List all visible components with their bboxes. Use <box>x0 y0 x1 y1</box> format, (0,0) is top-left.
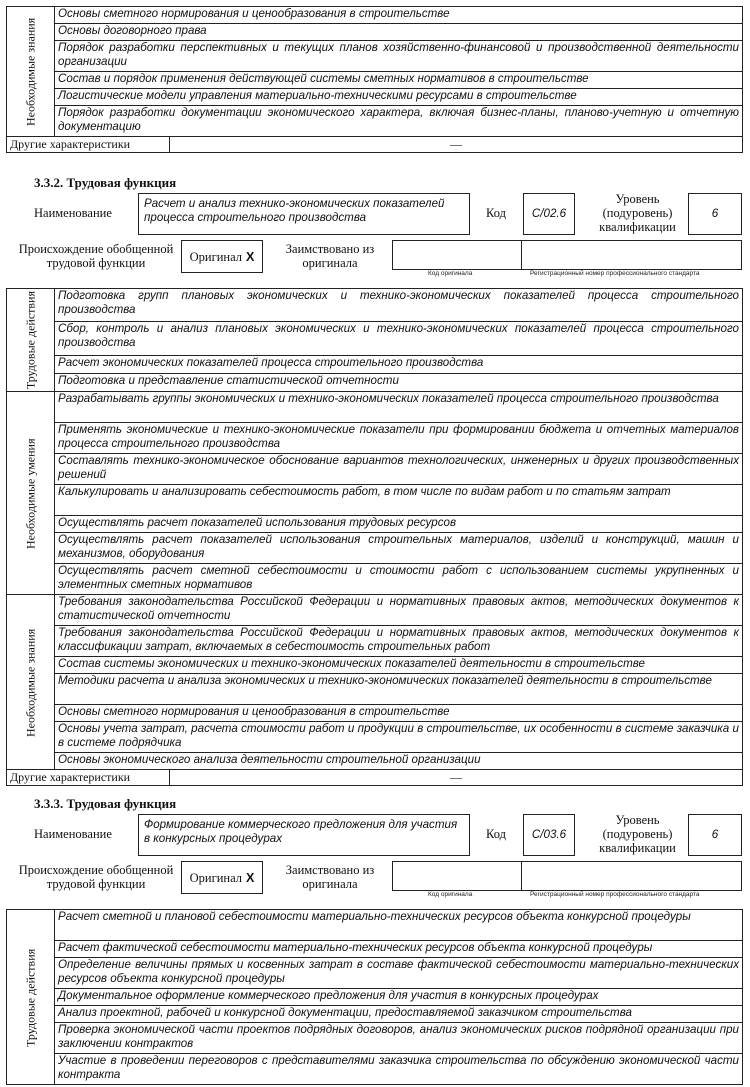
function-333-table <box>6 909 743 1085</box>
original-box <box>181 861 263 894</box>
list-item: Основы сметного нормирования и ценообразования в строительстве <box>55 705 743 722</box>
original-mark: X <box>246 249 255 264</box>
list-item: Определение величины прямых и косвенных затрат в составе фактической себестоимости материально-технических ресурсов объекта конкурсной процедуры <box>55 958 743 989</box>
reg-number-caption: Регистрационный номер профессионального стандарта <box>530 270 700 277</box>
name-label: Наименование <box>34 827 112 841</box>
list-item: Сбор, контроль и анализ плановых экономических и технико-экономических показателей процесса строительного производства <box>55 322 743 355</box>
list-item: Основы экономического анализа деятельности строительной организации <box>55 753 743 770</box>
list-item: Участие в проведении переговоров с представителями заказчика строительства по обсуждению экономической части контракта <box>55 1054 743 1085</box>
list-item: Документальное оформление коммерческого предложения для участия в конкурсных процедурах <box>55 989 743 1006</box>
other-characteristics-value: — <box>170 137 743 153</box>
code-original-caption: Код оригинала <box>428 891 473 898</box>
borrowed-label: Заимствовано из оригинала <box>285 242 375 270</box>
original-label: Оригинал <box>189 249 243 264</box>
code-original-box <box>392 240 522 270</box>
other-characteristics-value: — <box>170 770 743 786</box>
list-item: Основы сметного нормирования и ценообразования в строительстве <box>55 7 743 24</box>
code-label: Код <box>486 827 506 841</box>
section-heading: 3.3.2. Трудовая функция <box>34 175 177 190</box>
reg-number-box <box>521 861 742 891</box>
function-name-box: Формирование коммерческого предложения для участия в конкурсных процедурах <box>138 814 470 856</box>
list-item: Составлять технико-экономическое обоснование вариантов технологических, инженерных и других производственных решений <box>55 454 743 485</box>
code-value-box: C/02.6 <box>523 193 575 235</box>
level-value-box: 6 <box>688 814 742 856</box>
code-value-box: C/03.6 <box>523 814 575 856</box>
level-label: Уровень (подуровень) квалификации <box>599 813 676 855</box>
knowledge-category-label: Необходимые знания <box>7 7 55 137</box>
code-label: Код <box>486 206 506 220</box>
list-item: Требования законодательства Российской Федерации и нормативных правовых актов, методических документов к статистической отчетности <box>55 595 743 626</box>
level-value-box: 6 <box>688 193 742 235</box>
list-item: Требования законодательства Российской Федерации и нормативных правовых актов, методических документов к классификации затрат, включаемых в себестоимость строительных работ <box>55 626 743 657</box>
list-item: Порядок разработки перспективных и текущих планов хозяйственно-финансовой и производственной деятельности организации <box>55 41 743 72</box>
section-heading: 3.3.3. Трудовая функция <box>34 796 177 811</box>
actions-category-label: Трудовые действия <box>7 289 55 392</box>
list-item: Осуществлять расчет сметной себестоимости и стоимости работ с использованием системы укрупненных и элементных сметных нормативов <box>55 564 743 595</box>
list-item: Порядок разработки документации экономического характера, включая бизнес-планы, планово-учетную и отчетную документацию <box>55 106 743 137</box>
function-name-box: Расчет и анализ технико-экономических показателей процесса строительного производства <box>138 193 470 235</box>
list-item: Калькулировать и анализировать себестоимость работ, в том числе по видам работ и по статьям затрат <box>55 485 743 516</box>
reg-number-caption: Регистрационный номер профессионального стандарта <box>530 891 700 898</box>
list-item: Основы договорного права <box>55 24 743 41</box>
original-label: Оригинал <box>189 870 243 885</box>
list-item: Расчет сметной и плановой себестоимости материально-технических ресурсов объекта конкурсной процедуры <box>55 910 743 941</box>
code-original-caption: Код оригинала <box>428 270 473 277</box>
origin-label: Происхождение обобщенной трудовой функции <box>18 863 174 891</box>
original-box <box>181 240 263 273</box>
original-mark: X <box>246 870 255 885</box>
list-item: Расчет фактической себестоимости материально-технических ресурсов объекта конкурсной процедуры <box>55 941 743 958</box>
code-original-box <box>392 861 522 891</box>
other-characteristics-label: Другие характеристики <box>7 770 170 786</box>
list-item: Осуществлять расчет показателей использования трудовых ресурсов <box>55 516 743 533</box>
function-332-table <box>6 288 743 786</box>
knowledge-category-label: Необходимые знания <box>7 595 55 770</box>
reg-number-box <box>521 240 742 270</box>
list-item: Осуществлять расчет показателей использования строительных материалов, изделий и конструкций, машин и механизмов, оборудования <box>55 533 743 564</box>
list-item: Расчет экономических показателей процесса строительного производства <box>55 355 743 373</box>
name-label: Наименование <box>34 206 112 220</box>
list-item: Проверка экономической части проектов подрядных договоров, анализ экономических рисков подрядной организации при заключении контрактов <box>55 1023 743 1054</box>
borrowed-label: Заимствовано из оригинала <box>285 863 375 891</box>
list-item: Основы учета затрат, расчета стоимости работ и продукции в строительстве, их особенности в системе заказчика и в системе подрядчика <box>55 722 743 753</box>
list-item: Разрабатывать группы экономических и технико-экономических показателей процесса строительного производства <box>55 392 743 423</box>
list-item: Подготовка и представление статистической отчетности <box>55 373 743 391</box>
knowledge-table-prev <box>6 6 743 153</box>
list-item: Анализ проектной, рабочей и конкурсной документации, предоставляемой заказчиком строительства <box>55 1006 743 1023</box>
origin-label: Происхождение обобщенной трудовой функции <box>18 242 174 270</box>
list-item: Состав и порядок применения действующей системы сметных нормативов в строительстве <box>55 72 743 89</box>
list-item: Подготовка групп плановых экономических и технико-экономических показателей процесса строительного производства <box>55 289 743 322</box>
actions-category-label: Трудовые действия <box>7 910 55 1085</box>
level-label: Уровень (подуровень) квалификации <box>599 192 676 234</box>
list-item: Применять экономические и технико-экономические показатели при формировании бюджета и отчетных материалов процесса строительного производства <box>55 423 743 454</box>
list-item: Методики расчета и анализа экономических и технико-экономических показателей деятельности в строительстве <box>55 674 743 705</box>
list-item: Состав системы экономических и технико-экономических показателей деятельности в строительстве <box>55 657 743 674</box>
other-characteristics-label: Другие характеристики <box>7 137 170 153</box>
list-item: Логистические модели управления материально-техническими ресурсами в строительстве <box>55 89 743 106</box>
skills-category-label: Необходимые умения <box>7 392 55 595</box>
